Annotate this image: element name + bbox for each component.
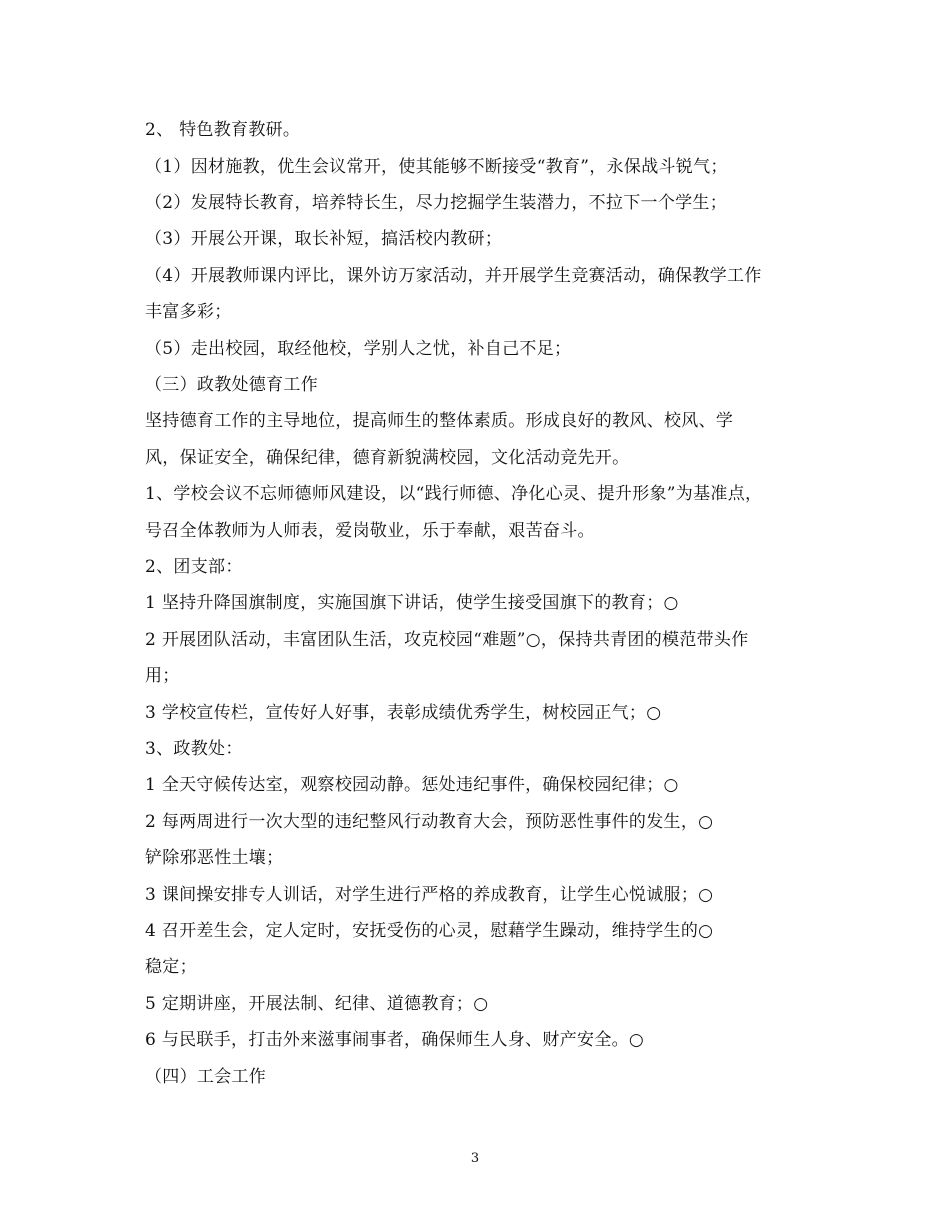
section-heading: （三）政教处德育工作 — [145, 375, 318, 395]
text-line: 1 全天守候传达室，观察校园动静。惩处违纪事件，确保校园纪律；○ — [145, 775, 679, 795]
text-line: 1 坚持升降国旗制度，实施国旗下讲话，使学生接受国旗下的教育；○ — [145, 593, 679, 613]
text-line: 3 课间操安排专人训话，对学生进行严格的养成教育，让学生心悦诚服；○ — [145, 885, 714, 905]
text-line: （4）开展教师课内评比，课外访万家活动，并开展学生竞赛活动，确保教学工作 — [145, 266, 762, 286]
text-line: （2）发展特长教育，培养特长生，尽力挖掘学生装潜力，不拉下一个学生； — [145, 193, 728, 213]
text-line: 5 定期讲座，开展法制、纪律、道德教育；○ — [145, 994, 489, 1014]
text-line: 3 学校宣传栏，宣传好人好事，表彰成绩优秀学生，树校园正气；○ — [145, 703, 662, 723]
text-line: 坚持德育工作的主导地位，提高师生的整体素质。形成良好的教风、校风、学 — [145, 411, 734, 431]
text-line: 6 与民联手，打击外来滋事闹事者，确保师生人身、财产安全。○ — [145, 1030, 645, 1050]
text-line: 1、学校会议不忘师德师风建设，以“践行师德、净化心灵、提升形象”为基准点， — [145, 484, 763, 504]
text-line: 稳定； — [145, 957, 197, 977]
section-heading: （四）工会工作 — [145, 1067, 267, 1087]
text-line: 用； — [145, 666, 180, 686]
text-line: 2、 特色教育教研。 — [145, 120, 301, 140]
text-line: （3）开展公开课，取长补短，搞活校内教研； — [145, 229, 503, 249]
text-line: 3、政教处： — [145, 739, 243, 759]
text-line: 2 每两周进行一次大型的违纪整风行动教育大会，预防恶性事件的发生，○ — [145, 812, 714, 832]
page-number: 3 — [470, 1151, 480, 1166]
text-line: 号召全体教师为人师表，爱岗敬业，乐于奉献，艰苦奋斗。 — [145, 521, 595, 541]
text-line: 2 开展团队活动，丰富团队生活，攻克校园“难题”○，保持共青团的模范带头作 — [145, 630, 749, 650]
text-line: 风，保证安全，确保纪律，德育新貌满校园，文化活动竞先开。 — [145, 448, 630, 468]
text-line: 丰富多彩； — [145, 302, 232, 322]
text-line: （1）因材施教，优生会议常开，使其能够不断接受“教育”，永保战斗锐气； — [145, 157, 728, 177]
text-line: （5）走出校园，取经他校，学别人之忧，补自己不足； — [145, 339, 572, 359]
text-line: 2、团支部： — [145, 557, 243, 577]
text-line: 铲除邪恶性土壤； — [145, 848, 284, 868]
text-line: 4 召开差生会，定人定时，安抚受伤的心灵，慰藉学生躁动，维持学生的○ — [145, 921, 714, 941]
